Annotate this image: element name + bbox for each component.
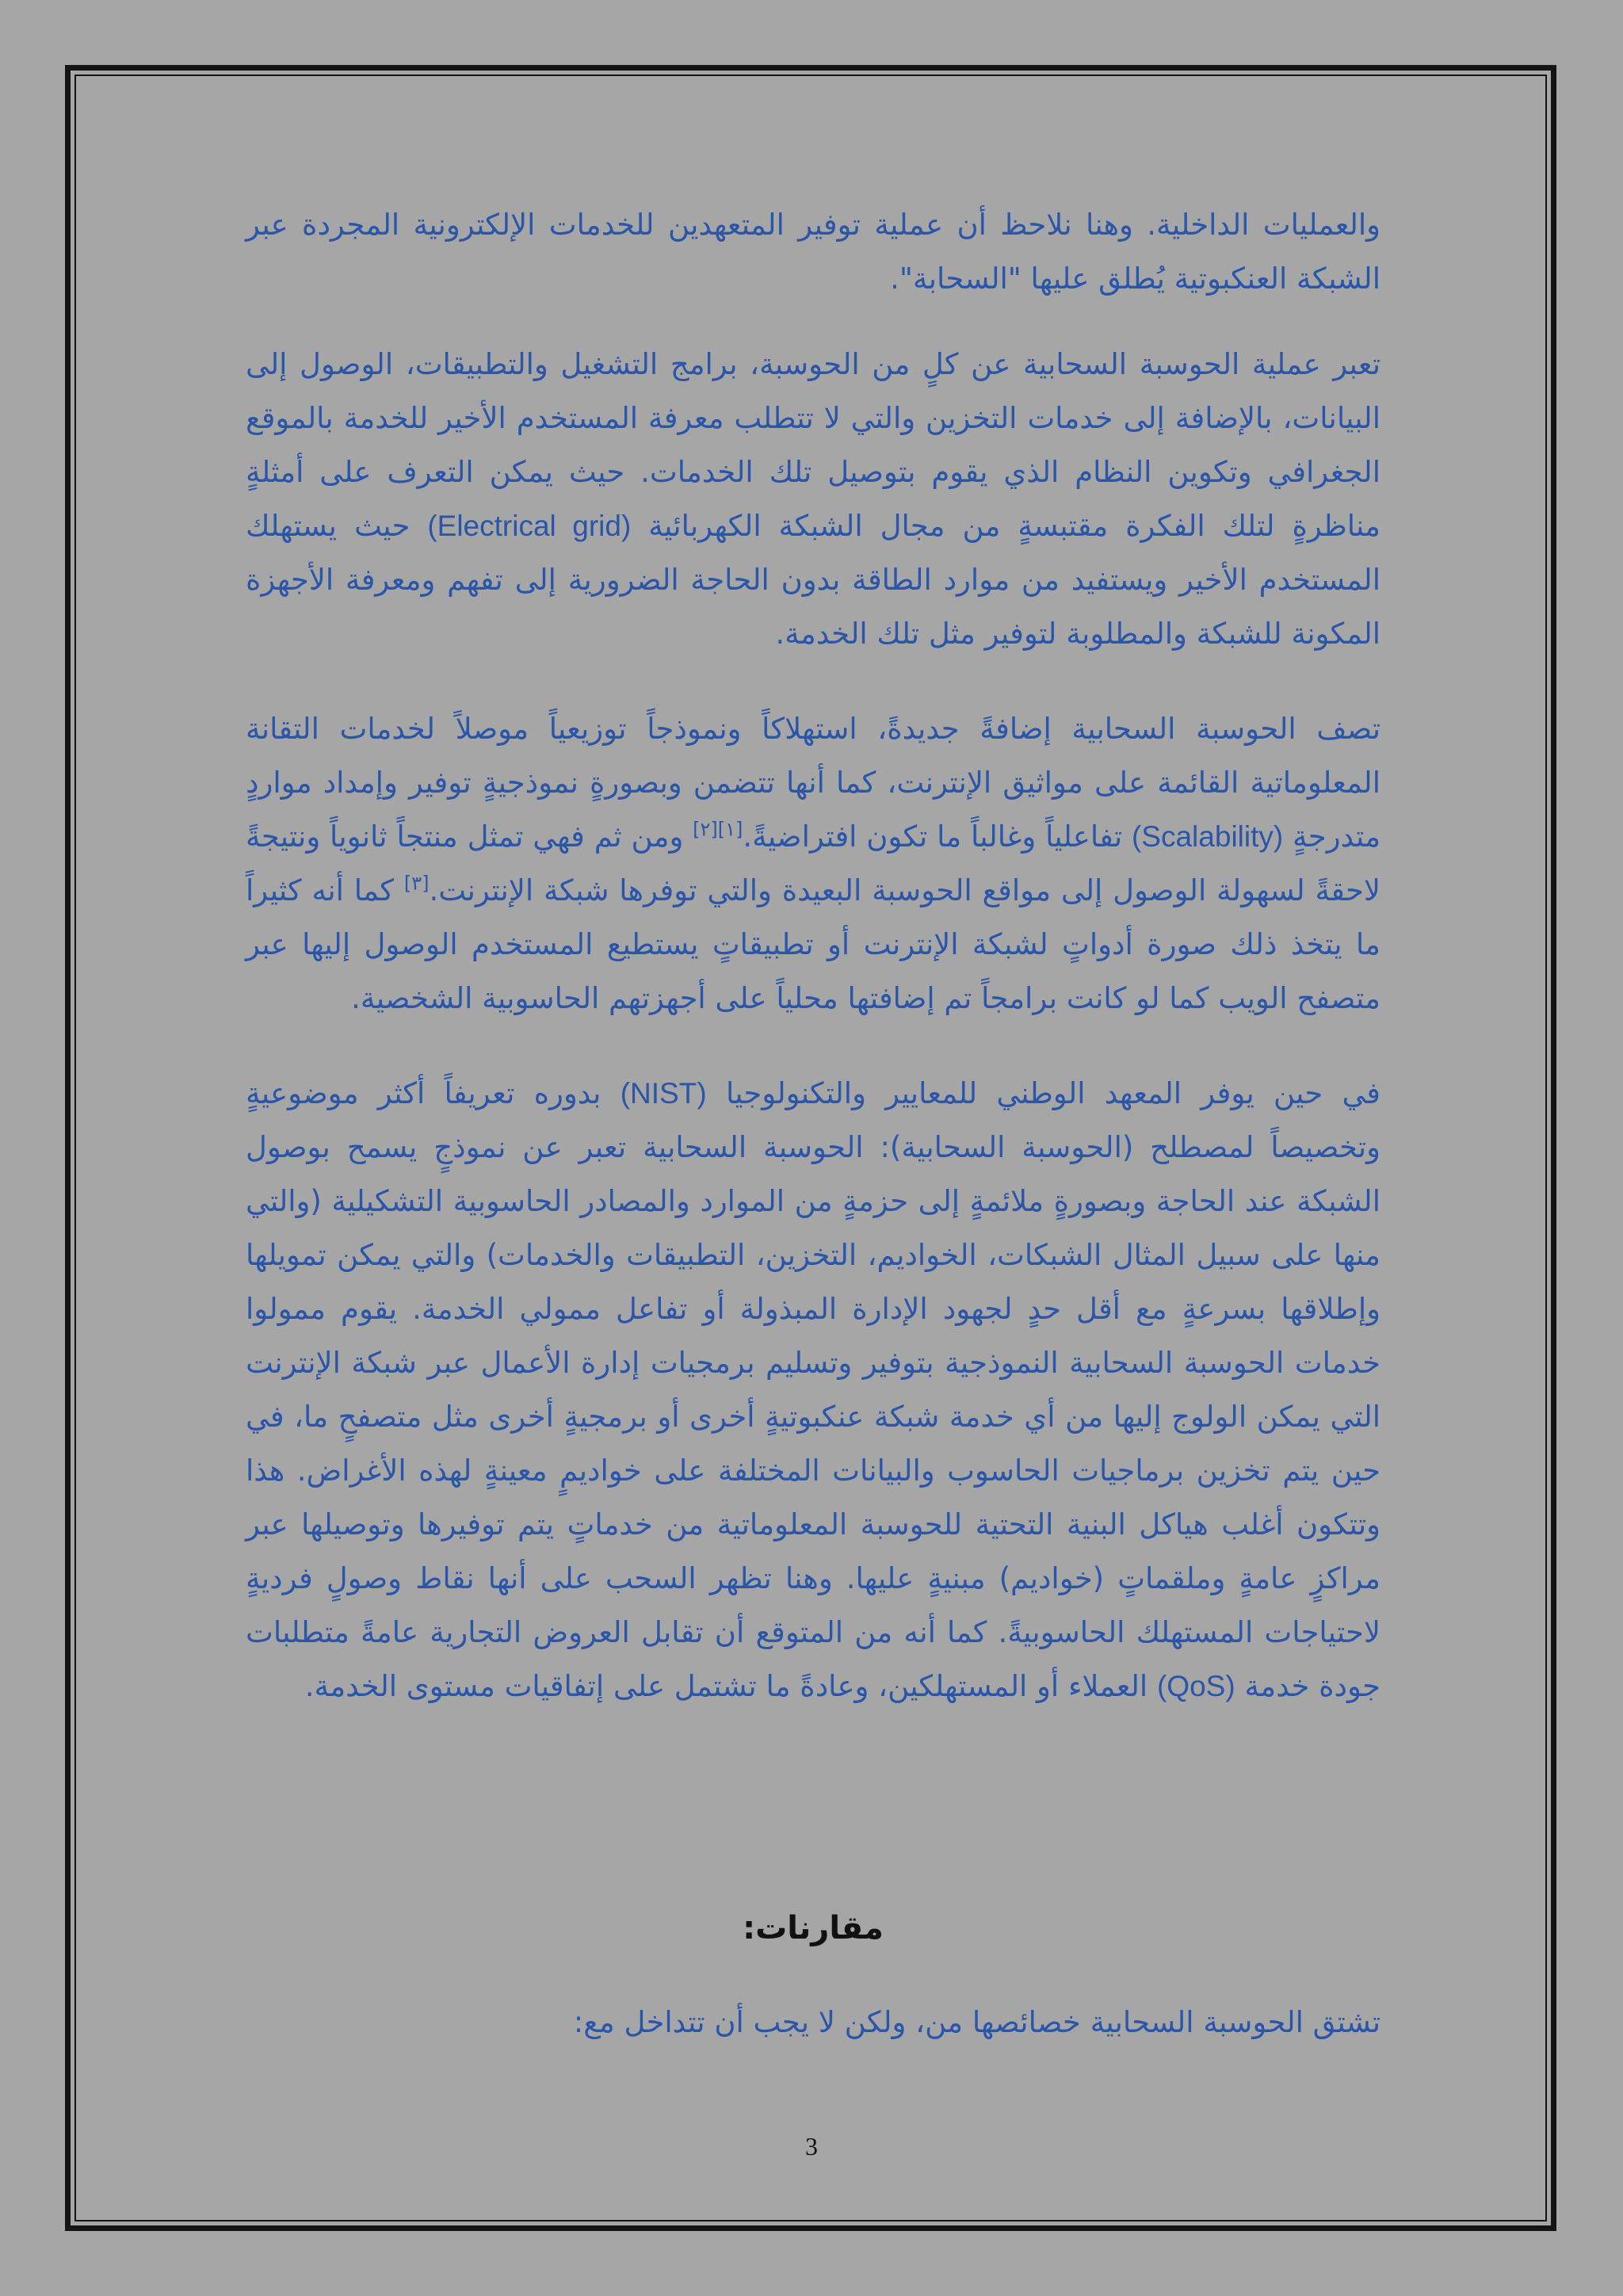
paragraph-3-text-b: تفاعلياً وغالباً ما تكون افتراضيةً. [743,819,1123,854]
paragraph-4-text-b: بدوره تعريفاً أكثر موضوعيةٍ وتخصيصاً لمصطلح (الحوسبة السحابية): الحوسبة السحابية تعبر عن نموذجٍ يسمح بوصول الشبكة عند الحاجة وبصورةٍ ملائمةٍ إلى حزمةٍ من الموارد والمصادر الحاسوبية التشكيلية (والتي منها على سبيل المثال الشبكات، الخواديم، التخزين، التطبيقات والخدمات) والتي يمكن تمويلها وإطلاقها بسرعةٍ مع أقل حدٍ لجهود الإدارة المبذولة أو تفاعل ممولي الخدمة. يقوم ممولوا خدمات الحوسبة السحابية النموذجية بتوفير وتسليم برمجيات إدارة الأعمال عبر شبكة الإنترنت التي يمكن الولوج إليها من أي خدمة شبكة عنكبوتيةٍ أخرى أو برمجيةٍ أخرى مثل متصفحٍ ما، في حين يتم تخزين برماجيات الحاسوب والبيانات المختلفة على خواديمٍ معينةٍ لهذه الأغراض. هذا وتتكون أغلب هياكل البنية التحتية للحوسبة المعلوماتية من خدماتٍ يتم توفيرها وتوصيلها عبر مراكزٍ عامةٍ وملقماتٍ (خواديم) مبنيةٍ عليها. وهنا تظهر السحب على أنها نقاط وصولٍ فرديةٍ لاحتياجات المستهلك الحاسوبيةً. كما أنه من المتوقع أن تقابل العروض التجارية عامةً متطلبات جودة خدمة [246,1076,1381,1703]
page-number: 3 [805,2132,818,2160]
term-qos: (QoS) [1156,1670,1235,1702]
paragraph-1: والعمليات الداخلية. وهنا نلاحظ أن عملية توفير المتعهدين للخدمات الإلكترونية المجردة عبر الشبكة العنكبوتية يُطلق عليها "السحابة". [246,208,1381,296]
paragraph-3 [246,702,1381,1026]
paragraph-3-text-a: تصف الحوسبة السحابية إضافةً جديدةً، استهلاكاً ونموذجاً توزيعياً موصلاً لخدمات التقانة المعلوماتية القائمة على مواثيق الإنترنت، كما أنها تتضمن وبصورةٍ نموذجيةٍ توفير وإمداد مواردٍ متدرجةٍ [246,712,1381,854]
paragraph-2 [246,338,1381,661]
paragraph-2-text-b: حيث يستهلك المستخدم الأخير ويستفيد من موارد الطاقة بدون الحاجة الضرورية إلى تفهم ومعرفة الأجهزة المكونة للشبكة والمطلوبة لتوفير مثل تلك الخدمة. [246,509,1381,651]
paragraph-4 [246,1067,1381,1713]
paragraph-2-text-a: تعبر عملية الحوسبة السحابية عن كلٍ من الحوسبة، برامج التشغيل والتطبيقات، الوصول إلى البيانات، بالإضافة إلى خدمات التخزين والتي لا تتطلب معرفة المستخدم الأخير للخدمة بالموقع الجغرافي وتكوين النظام الذي يقوم بتوصيل تلك الخدمات. حيث يمكن التعرف على أمثلةٍ مناظرةٍ لتلك الفكرة مقتبسةٍ من مجال الشبكة الكهربائية [246,347,1381,543]
section-heading-comparisons: مقارنات: [743,1910,884,1946]
paragraph-3-text-d: كما أنه كثيراً ما يتخذ ذلك صورة أدواتٍ لشبكة الإنترنت أو تطبيقاتٍ يستطيع المستخدم الوصول إليها عبر متصفح الويب كما لو كانت برامجاً تم إضافتها محلياً على أجهزتهم الحاسوبية الشخصية. [246,873,1381,1015]
citation-ref-3[interactable]: [٣] [403,872,430,895]
paragraph-3-text-c: ومن ثم فهي تمثل منتجاً ثانوياً ونتيجةً لاحقةً لسهولة الوصول إلى مواقع الحوسبة البعيدة والتي توفرها شبكة الإنترنت. [246,819,1381,907]
term-scalability: (Scalability) [1131,820,1284,853]
citation-ref-1-2[interactable]: [١][٢] [693,818,743,841]
paragraph-4-text-a: في حين يوفر المعهد الوطني للمعايير والتكنولوجيا [725,1076,1381,1110]
paragraph-4-text-c: العملاء أو المستهلكين، وعادةً ما تشتمل على إتفاقيات مستوى الخدمة. [304,1669,1148,1703]
term-electrical-grid: (Electrical grid) [427,510,632,542]
term-nist: (NIST) [620,1077,707,1110]
document-body [246,198,1381,1755]
comparisons-intro-text: تشتق الحوسبة السحابية خصائصها من، ولكن لا يجب أن تتداخل مع: [573,2005,1381,2039]
